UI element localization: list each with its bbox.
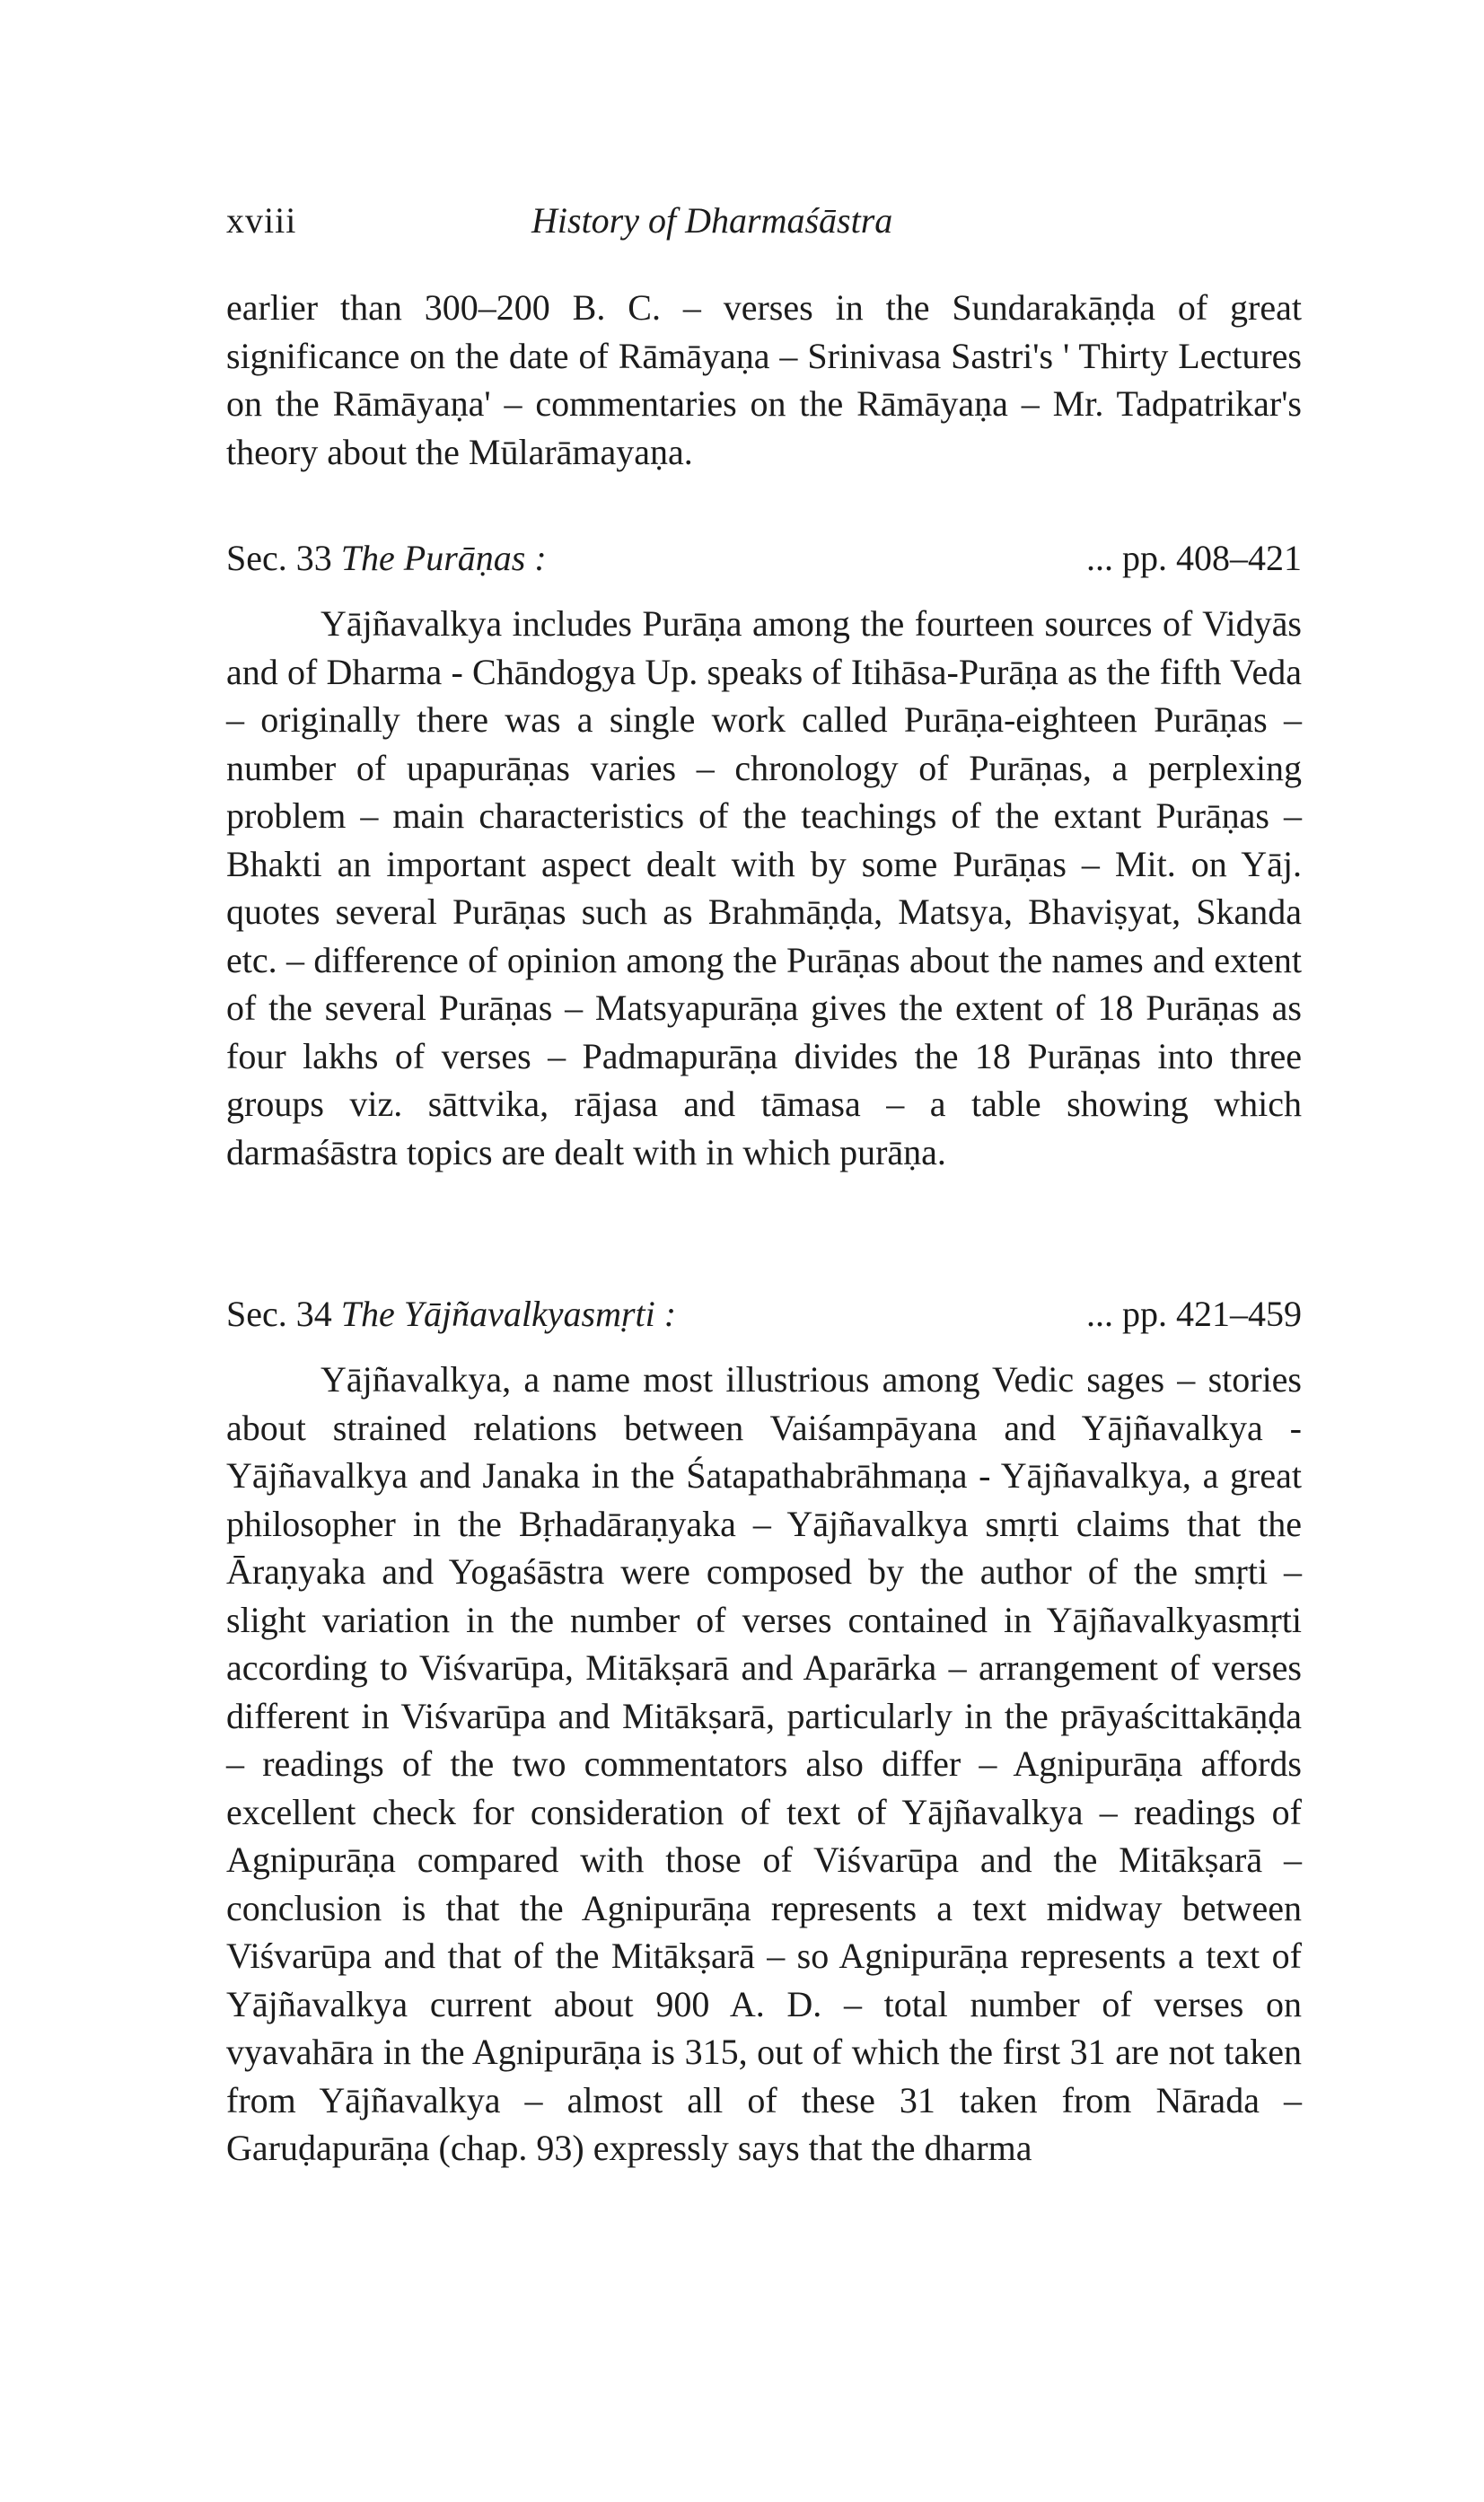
section-33-summary: Yājñavalkya includes Purāṇa among the fourteen sources of Vidyās and of Dharma - Chāndogya Up. speaks of Itihāsa-Purāṇa as the fifth Veda – originally there was a single work called Purāṇa-eighteen Purāṇas – number of upapurāṇas varies – chronology of Purāṇas, a perplexing problem – main characteristics of the teachings of the extant Purāṇas – Bhakti an important aspect dealt with by some Purāṇas – Mit. on Yāj. quotes several Purāṇas such as Brahmāṇḍa, Matsya, Bhaviṣyat, Skanda etc. – difference of opinion among the Purāṇas about the names and extent of the several Purāṇas – Matsyapurāṇa gives the extent of 18 Purāṇas as four lakhs of verses – Padmapurāṇa divides the 18 Purāṇas into three groups viz. sāttvika, rājasa and tāmasa – a table showing which darmaśāstra topics are dealt with in which purāṇa. [226, 603, 1302, 1172]
section-title: The Yājñavalkyasmṛti : [340, 1294, 677, 1334]
section-page-range: ... pp. 408–421 [1086, 538, 1302, 578]
section-label [226, 1293, 676, 1335]
section-number: Sec. 33 [226, 538, 332, 578]
running-title: History of Dharmaśāstra [531, 200, 893, 241]
section-heading-33 [226, 537, 1302, 591]
section-label [226, 537, 547, 579]
section-34-summary: Yājñavalkya, a name most illustrious among Vedic sages – stories about strained relations between Vaiśampāyana and Yājñavalkya - Yājñavalkya and Janaka in the Śatapathabrāhmaṇa - Yājñavalkya, a great philosopher in the Bṛhadāraṇyaka – Yājñavalkya smṛti claims that the Āraṇyaka and Yogaśāstra were composed by the author of the smṛti – slight variation in the number of verses contained in Yājñavalkyasmṛti according to Viśvarūpa, Mitākṣarā and Aparārka – arrangement of verses different in Viśvarūpa and Mitākṣarā, particularly in the prāyaścittakāṇḍa – readings of the two commentators also differ – Agnipurāṇa affords excellent check for consideration of text of Yājñavalkya – readings of Agnipurāṇa compared with those of Viśvarūpa and the Mitākṣarā – conclusion is that the Agnipurāṇa represents a text midway between Viśvarūpa and that of the Mitākṣarā – so Agnipurāṇa represents a text of Yājñavalkya current about 900 A. D. – total number of verses on vyavahāra in the Agnipurāṇa is 315, out of which the first 31 are not taken from Yājñavalkya – almost all of these 31 taken from Nārada – Garuḍapurāṇa (chap. 93) expressly says that the dharma [226, 1359, 1302, 2168]
section-heading-34 [226, 1293, 1302, 1347]
page-number: xviii [226, 200, 297, 241]
section-page-range: ... pp. 421–459 [1086, 1294, 1302, 1334]
section-title: The Purāṇas : [340, 538, 547, 578]
running-head [226, 199, 1304, 253]
section-number: Sec. 34 [226, 1294, 332, 1334]
continuation-paragraph: earlier than 300–200 B. C. – verses in the Sundarakāṇḍa of great significance on the date of Rāmāyaṇa – Srinivasa Sastri's ' Thirty Lectures on the Rāmāyaṇa' – commentaries on the Rāmāyaṇa – Mr. Tadpatrikar's theory about the Mūlarāmayaṇa. [226, 287, 1302, 472]
